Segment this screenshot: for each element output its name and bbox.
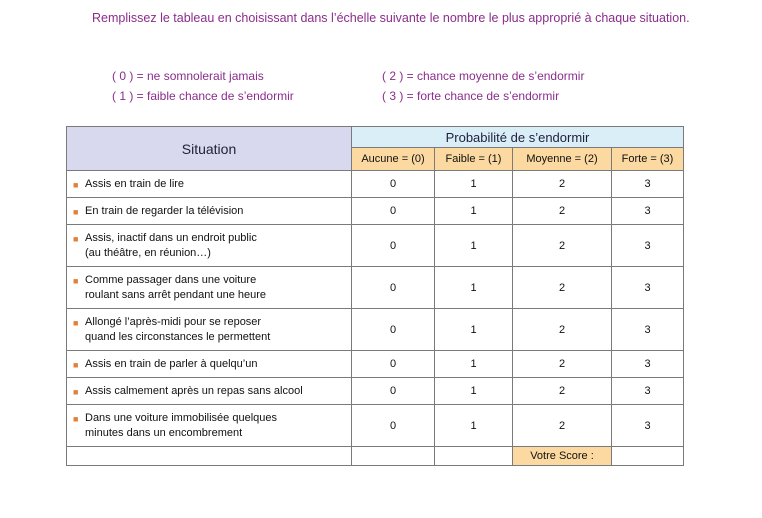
situation-text: Assis en train de lire <box>85 177 185 190</box>
score-option-cell[interactable]: 1 <box>435 225 513 267</box>
bullet-icon: ■ <box>73 206 79 217</box>
score-option-cell[interactable]: 3 <box>612 309 684 351</box>
bullet-icon: ■ <box>73 317 79 328</box>
table-row <box>67 378 684 405</box>
bullet-icon: ■ <box>73 386 79 397</box>
option-header-0: Aucune = (0) <box>352 148 435 171</box>
situation-text: Allongé l’après-midi pour se reposer quand les circonstances le permettent <box>85 315 271 343</box>
score-option-cell[interactable]: 2 <box>513 171 612 198</box>
bullet-icon: ■ <box>73 413 79 424</box>
score-option-cell[interactable]: 1 <box>435 171 513 198</box>
score-option-cell[interactable]: 2 <box>513 405 612 447</box>
situation-cell <box>67 198 352 225</box>
score-label: Votre Score : <box>513 447 612 466</box>
option-header-3: Forte = (3) <box>612 148 684 171</box>
score-option-cell[interactable]: 3 <box>612 198 684 225</box>
score-option-cell[interactable]: 2 <box>513 225 612 267</box>
scale-item-2: ( 2 ) = chance moyenne de s’endormir <box>382 69 585 83</box>
score-option-cell[interactable]: 2 <box>513 351 612 378</box>
score-option-cell[interactable]: 1 <box>435 378 513 405</box>
situation-text: Assis calmement après un repas sans alcool <box>85 384 303 397</box>
score-option-cell[interactable]: 0 <box>352 405 435 447</box>
situation-text: Assis, inactif dans un endroit public (au théâtre, en réunion…) <box>85 231 257 259</box>
score-option-cell[interactable]: 3 <box>612 378 684 405</box>
table-row <box>67 171 684 198</box>
table-row <box>67 225 684 267</box>
option-header-1: Faible = (1) <box>435 148 513 171</box>
bullet-icon: ■ <box>73 275 79 286</box>
score-option-cell[interactable]: 3 <box>612 267 684 309</box>
score-option-cell[interactable]: 0 <box>352 378 435 405</box>
scale-item-1: ( 1 ) = faible chance de s’endormir <box>112 89 294 103</box>
situation-cell <box>67 309 352 351</box>
score-option-cell[interactable]: 3 <box>612 351 684 378</box>
score-option-cell[interactable]: 2 <box>513 267 612 309</box>
bullet-icon: ■ <box>73 359 79 370</box>
table-row <box>67 198 684 225</box>
score-option-cell[interactable]: 1 <box>435 351 513 378</box>
instructions-text: Remplissez le tableau en choisissant dans l’échelle suivante le nombre le plus approprié à chaque situation. <box>92 11 690 25</box>
score-option-cell[interactable]: 1 <box>435 198 513 225</box>
situation-cell <box>67 351 352 378</box>
score-option-cell[interactable]: 3 <box>612 171 684 198</box>
scale-item-0: ( 0 ) = ne somnolerait jamais <box>112 69 264 83</box>
situation-cell <box>67 171 352 198</box>
score-input[interactable] <box>612 447 684 466</box>
situation-text: Assis en train de parler à quelqu’un <box>85 357 258 370</box>
situation-text: En train de regarder la télévision <box>85 204 244 217</box>
probability-header: Probabilité de s’endormir <box>352 127 684 148</box>
situation-cell <box>67 225 352 267</box>
score-option-cell[interactable]: 3 <box>612 405 684 447</box>
table-row <box>67 267 684 309</box>
bullet-icon: ■ <box>73 179 79 190</box>
scale-item-3: ( 3 ) = forte chance de s’endormir <box>382 89 560 103</box>
table-row <box>67 351 684 378</box>
bullet-icon: ■ <box>73 233 79 244</box>
score-option-cell[interactable]: 2 <box>513 309 612 351</box>
situation-cell <box>67 405 352 447</box>
score-option-cell[interactable]: 0 <box>352 351 435 378</box>
score-option-cell[interactable]: 0 <box>352 309 435 351</box>
situation-text: Comme passager dans une voiture roulant sans arrêt pendant une heure <box>85 273 267 301</box>
score-option-cell[interactable]: 0 <box>352 171 435 198</box>
table-row <box>67 405 684 447</box>
score-option-cell[interactable]: 1 <box>435 405 513 447</box>
situation-cell <box>67 378 352 405</box>
option-header-2: Moyenne = (2) <box>513 148 612 171</box>
table-row <box>67 309 684 351</box>
score-option-cell[interactable]: 2 <box>513 378 612 405</box>
score-option-cell[interactable]: 0 <box>352 198 435 225</box>
situation-cell <box>67 267 352 309</box>
situation-header: Situation <box>67 127 352 171</box>
score-option-cell[interactable]: 1 <box>435 309 513 351</box>
score-option-cell[interactable]: 3 <box>612 225 684 267</box>
situation-text: Dans une voiture immobilisée quelques minutes dans un encombrement <box>85 411 277 439</box>
score-option-cell[interactable]: 1 <box>435 267 513 309</box>
sleepiness-table <box>66 126 684 466</box>
score-option-cell[interactable]: 2 <box>513 198 612 225</box>
score-option-cell[interactable]: 0 <box>352 225 435 267</box>
score-option-cell[interactable]: 0 <box>352 267 435 309</box>
